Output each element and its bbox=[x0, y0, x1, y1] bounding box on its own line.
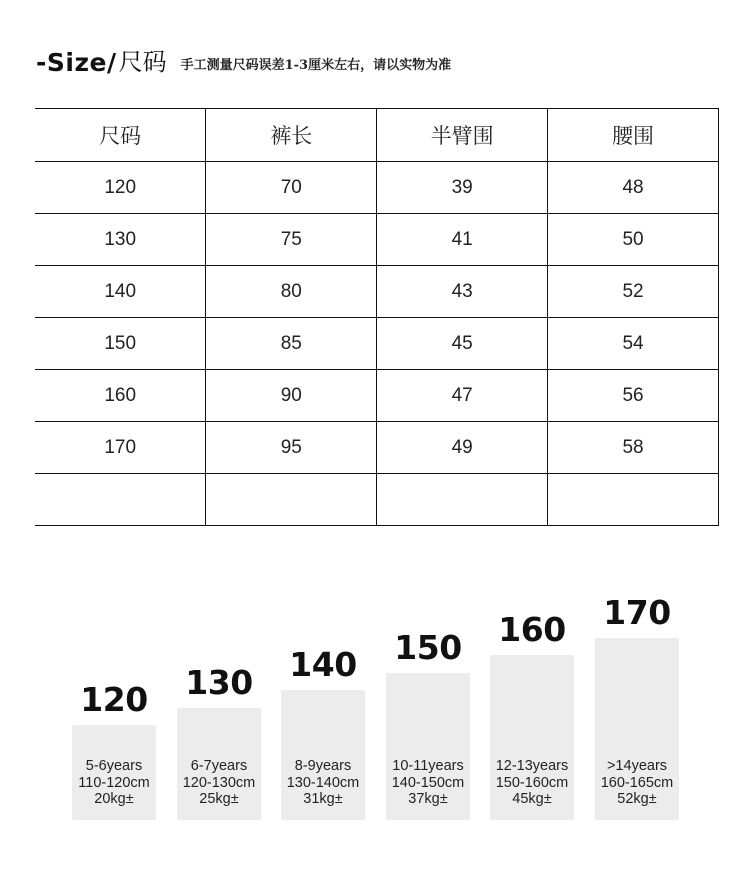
weight-label: 37kg± bbox=[408, 791, 448, 807]
size-bar-details bbox=[595, 758, 679, 808]
table-cell: 80 bbox=[206, 266, 377, 318]
weight-label: 45kg± bbox=[512, 791, 552, 807]
table-cell: 47 bbox=[377, 370, 548, 422]
column-header: 尺码 bbox=[35, 109, 206, 162]
age-range-label: 12-13years bbox=[495, 758, 569, 774]
height-range-label: 150-160cm bbox=[495, 774, 569, 791]
age-range-label: 10-11years bbox=[392, 758, 464, 774]
weight-label: 31kg± bbox=[303, 791, 343, 807]
size-title: -Size/ bbox=[36, 48, 117, 77]
height-range-label: 110-120cm bbox=[78, 774, 150, 791]
table-cell: 49 bbox=[377, 422, 548, 474]
table-cell: 75 bbox=[206, 214, 377, 266]
table-cell: 41 bbox=[377, 214, 548, 266]
size-bar-details bbox=[386, 758, 470, 808]
table-cell: 58 bbox=[548, 422, 719, 474]
column-header: 腰围 bbox=[548, 109, 719, 162]
height-range-label: 130-140cm bbox=[286, 774, 360, 791]
age-range-label: >14years bbox=[606, 758, 668, 774]
table-cell: 45 bbox=[377, 318, 548, 370]
table-cell: 170 bbox=[35, 422, 206, 474]
table-cell: 95 bbox=[206, 422, 377, 474]
height-range-label: 120-130cm bbox=[182, 774, 256, 791]
table-cell: 48 bbox=[548, 162, 719, 214]
size-bar-label: 170 bbox=[603, 593, 671, 632]
height-range-label: 160-165cm bbox=[600, 774, 674, 791]
table-cell: 120 bbox=[35, 162, 206, 214]
age-range-label: 6-7years bbox=[190, 758, 248, 774]
table-cell: 56 bbox=[548, 370, 719, 422]
size-bar-label: 130 bbox=[185, 663, 253, 702]
column-header: 半臂围 bbox=[377, 109, 548, 162]
table-cell: 50 bbox=[548, 214, 719, 266]
table-cell: 39 bbox=[377, 162, 548, 214]
weight-label: 52kg± bbox=[617, 791, 657, 807]
size-bar-label: 120 bbox=[80, 680, 148, 719]
size-bar-label: 140 bbox=[289, 645, 357, 684]
column-header: 裤长 bbox=[206, 109, 377, 162]
table-cell: 130 bbox=[35, 214, 206, 266]
weight-label: 25kg± bbox=[199, 791, 239, 807]
table-cell: 43 bbox=[377, 266, 548, 318]
table-cell: 85 bbox=[206, 318, 377, 370]
height-range-label: 140-150cm bbox=[391, 774, 465, 791]
table-cell: 54 bbox=[548, 318, 719, 370]
size-bar-label: 150 bbox=[394, 628, 462, 667]
table-cell: 140 bbox=[35, 266, 206, 318]
measurement-note: 手工测量尺码误差1-3厘米左右，请以实物为准 bbox=[180, 58, 452, 73]
age-range-label: 8-9years bbox=[294, 758, 352, 774]
table-cell: 70 bbox=[206, 162, 377, 214]
size-title-cn: 尺码 bbox=[118, 48, 167, 76]
age-range-label: 5-6years bbox=[85, 758, 143, 774]
size-bar-details bbox=[490, 758, 574, 808]
table-cell: 52 bbox=[548, 266, 719, 318]
table-cell: 150 bbox=[35, 318, 206, 370]
size-bar-details bbox=[72, 758, 156, 808]
weight-label: 20kg± bbox=[94, 791, 134, 807]
table-cell: 90 bbox=[206, 370, 377, 422]
table-cell: 160 bbox=[35, 370, 206, 422]
size-bar-label: 160 bbox=[498, 610, 566, 649]
size-bar-details bbox=[281, 758, 365, 808]
size-bar-details bbox=[177, 758, 261, 808]
